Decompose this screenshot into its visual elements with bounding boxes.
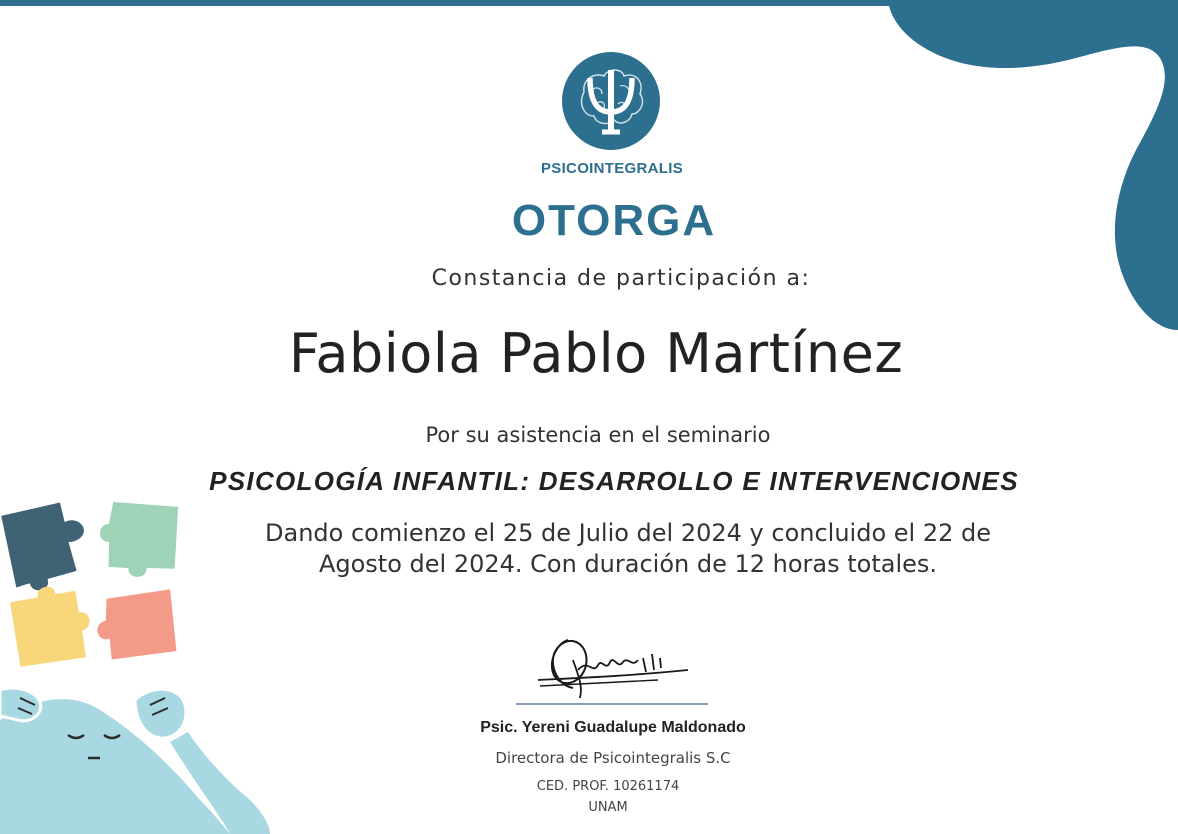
seminar-title: PSICOLOGÍA INFANTIL: DESARROLLO E INTERVENCIONES [209,466,1019,496]
brand-name: PSICOINTEGRALIS [540,160,683,177]
recipient-name: Fabiola Pablo Martínez [288,322,904,385]
heading-otorga: OTORGA [511,196,717,245]
signer-cedula: CED. PROF. 10261174 [536,779,680,794]
attendance-text: Por su asistencia en el seminario [425,423,771,447]
signer-role: Directora de Psicointegralis S.C [495,749,731,767]
dates-line-1: Dando comienzo el 25 de Julio del 2024 y concluido el 22 de [265,519,991,547]
signer-institution: UNAM [588,800,628,815]
handwritten-signature-icon [528,630,698,700]
puzzle-pieces-icon [0,495,200,675]
dates-paragraph [210,518,1046,580]
signature-line [516,703,708,705]
dates-line-2: Agosto del 2024. Con duración de 12 horas totales. [318,550,938,578]
signer-name: Psic. Yereni Guadalupe Maldonado [480,719,746,736]
psi-brain-logo-icon [562,52,660,150]
intro-text: Constancia de participación a: [431,266,811,291]
